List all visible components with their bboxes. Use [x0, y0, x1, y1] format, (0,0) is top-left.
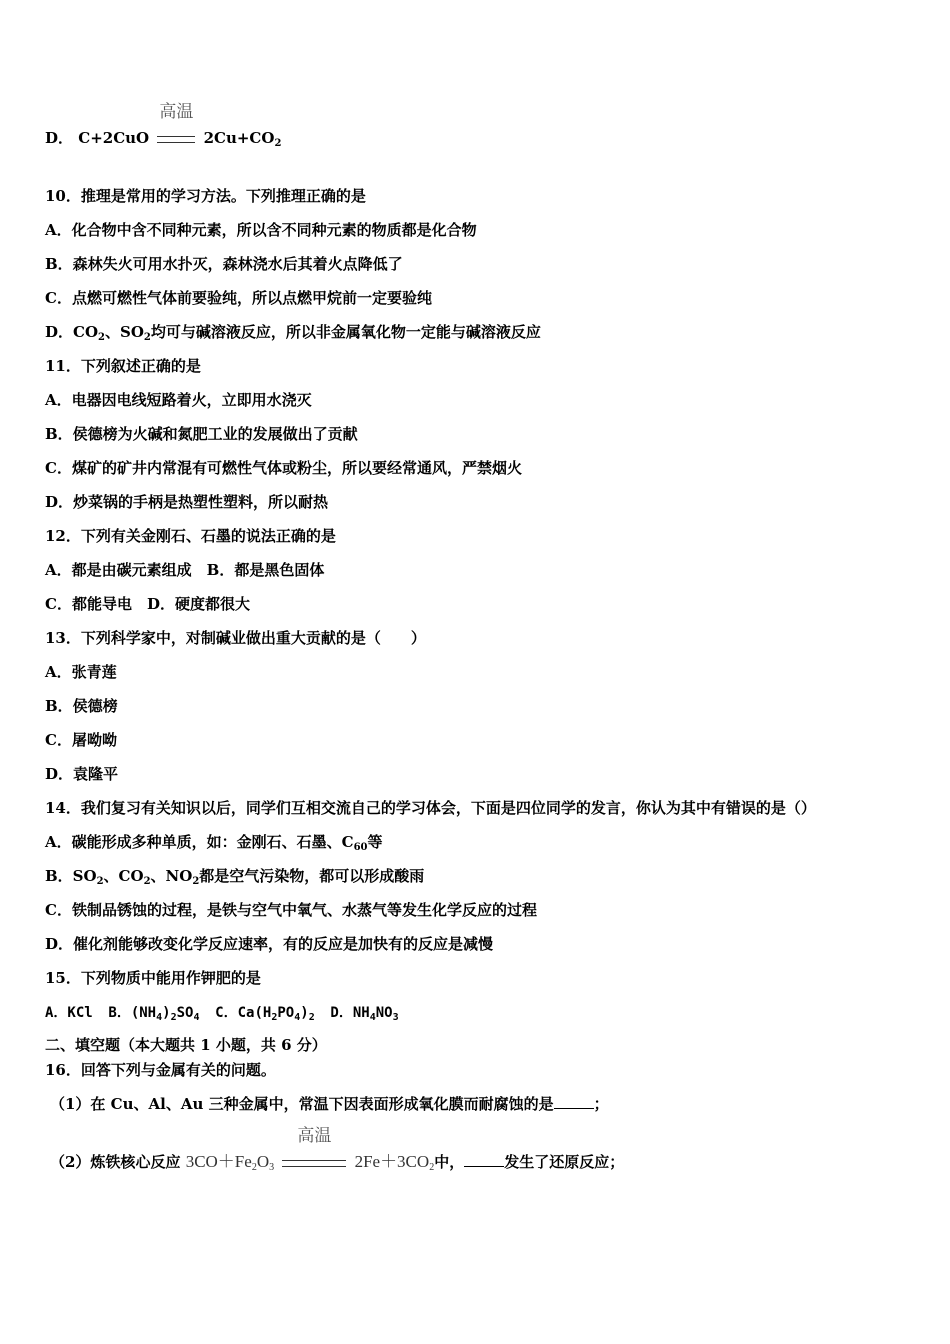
double-bar [157, 136, 195, 143]
text: （2）炼铁核心反应 [50, 1153, 181, 1171]
subscript: 4 [294, 1012, 301, 1023]
q12-options-cd: C．都能导电 D．硬度都很大 [45, 595, 250, 613]
q13-option-a: A．张青莲 [45, 663, 117, 681]
equation-right [355, 1152, 435, 1171]
subscript: 2 [170, 1012, 177, 1023]
section-heading: 二、填空题（本大题共 1 小题，共 6 分） [45, 1036, 327, 1054]
q14-stem: 14．我们复习有关知识以后，同学们互相交流自己的学习体会，下面是四位同学的发言，你认为其中有错误的是（） [45, 799, 816, 817]
text: 均可与碱溶液反应，所以非金属氧化物一定能与碱溶液反应 [150, 323, 541, 341]
subscript: 4 [156, 1012, 163, 1023]
q15-option-d [330, 1005, 398, 1021]
text: B．(NH [108, 1005, 157, 1021]
subscript: 3 [269, 1162, 275, 1173]
q10-option-d [45, 322, 541, 342]
q14-option-a [45, 832, 383, 852]
text: 、NO [150, 867, 193, 885]
text: PO [277, 1005, 295, 1021]
subscript: 4 [369, 1012, 376, 1023]
q11-option-c: C．煤矿的矿井内常混有可燃性气体或粉尘，所以要经常通风，严禁烟火 [45, 459, 522, 477]
text: O [256, 1152, 270, 1171]
q10-option-a: A．化合物中含不同种元素，所以含不同种元素的物质都是化合物 [45, 221, 477, 239]
q14-option-b [45, 866, 424, 886]
reaction-condition: 高温 [297, 1126, 332, 1146]
answer-blank[interactable] [554, 1094, 594, 1109]
text: D．NH [330, 1005, 370, 1021]
equation-left: C+2CuO [78, 129, 150, 147]
subscript: 2 [143, 876, 151, 887]
subscript: 3 [392, 1012, 399, 1023]
text: 2Fe＋3CO [354, 1152, 430, 1171]
text: （1）在 Cu、Al、Au 三种金属中，常温下因表面形成氧化膜而耐腐蚀的是 [50, 1095, 554, 1113]
reaction-arrow [154, 102, 198, 148]
text: B．SO [45, 867, 97, 885]
subscript: 60 [353, 842, 368, 853]
q14-option-d: D．催化剂能够改变化学反应速率，有的反应是加快有的反应是减慢 [45, 935, 494, 953]
text: D．CO [45, 323, 99, 341]
q15-option-c [215, 1005, 315, 1021]
q12-options-ab: A．都是由碳元素组成 B．都是黑色固体 [45, 561, 325, 579]
q10-stem: 10．推理是常用的学习方法。下列推理正确的是 [45, 187, 366, 205]
equation-left [186, 1152, 274, 1171]
subscript: 2 [308, 1012, 315, 1023]
q13-stem: 13．下列科学家中，对制碱业做出重大贡献的是（ ） [45, 629, 426, 647]
text: 等 [367, 833, 383, 851]
q16-stem: 16．回答下列与金属有关的问题。 [45, 1061, 276, 1079]
q11-option-a: A．电器因电线短路着火，立即用水浇灭 [45, 391, 312, 409]
q15-option-a: A．KCl [45, 1005, 93, 1021]
subscript: 2 [98, 332, 105, 343]
q10-option-b: B．森林失火可用水扑灭，森林浇水后其着火点降低了 [45, 255, 403, 273]
q11-option-b: B．侯德榜为火碱和氮肥工业的发展做出了贡献 [45, 425, 358, 443]
q15-option-b [108, 1005, 199, 1021]
text: 3CO＋Fe [185, 1152, 252, 1171]
q13-option-b: B．侯德榜 [45, 697, 118, 715]
q16-part-2 [50, 1126, 625, 1173]
q16-part-1 [50, 1094, 609, 1114]
equation-right: 2Cu+CO [203, 129, 275, 147]
text: 都是空气污染物，都可以形成酸雨 [199, 867, 425, 885]
answer-blank[interactable] [464, 1152, 504, 1167]
text: 发生了还原反应； [504, 1153, 625, 1171]
q9-option-d [45, 102, 282, 149]
reaction-condition: 高温 [159, 102, 194, 122]
q12-stem: 12．下列有关金刚石、石墨的说法正确的是 [45, 527, 336, 545]
subscript: 2 [429, 1162, 435, 1173]
subscript: 2 [251, 1162, 257, 1173]
text: ) [162, 1005, 171, 1021]
q10-option-c: C．点燃可燃性气体前要验纯，所以点燃甲烷前一定要验纯 [45, 289, 432, 307]
subscript: 2 [96, 876, 104, 887]
text: A．碳能形成多种单质，如：金刚石、石墨、C [45, 833, 354, 851]
text: 中， [434, 1153, 465, 1171]
text: NO [375, 1005, 393, 1021]
text: ； [593, 1095, 609, 1113]
subscript: 4 [193, 1012, 200, 1023]
q13-option-c: C．屠呦呦 [45, 731, 117, 749]
q15-stem: 15．下列物质中能用作钾肥的是 [45, 969, 261, 987]
text: C．Ca(H [215, 1005, 272, 1021]
double-bar [282, 1160, 346, 1167]
reaction-arrow [279, 1126, 349, 1172]
text: ) [300, 1005, 309, 1021]
subscript: 2 [192, 876, 200, 887]
option-label: D． [45, 129, 74, 147]
subscript: 2 [143, 332, 151, 343]
text: 、CO [103, 867, 144, 885]
text: 、SO [104, 323, 144, 341]
q11-stem: 11．下列叙述正确的是 [45, 357, 201, 375]
q14-option-c: C．铁制品锈蚀的过程，是铁与空气中氧气、水蒸气等发生化学反应的过程 [45, 901, 537, 919]
q15-options [45, 1002, 399, 1023]
q11-option-d: D．炒菜锅的手柄是热塑性塑料，所以耐热 [45, 493, 329, 511]
subscript: 2 [271, 1012, 278, 1023]
subscript: 2 [274, 138, 282, 149]
q13-option-d: D．袁隆平 [45, 765, 119, 783]
text: SO [176, 1005, 194, 1021]
